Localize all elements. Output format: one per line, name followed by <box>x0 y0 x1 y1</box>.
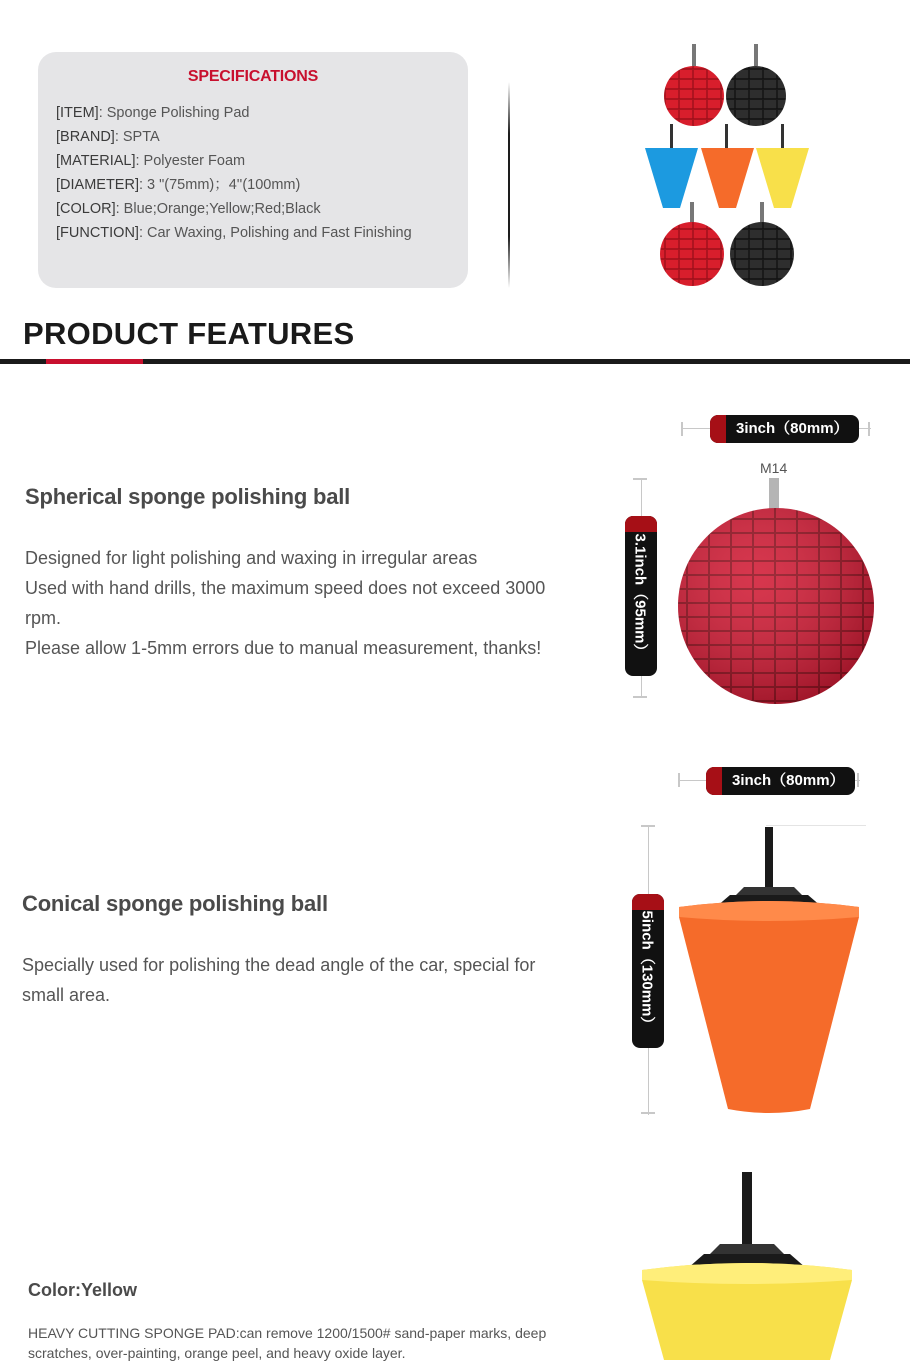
description-line: rpm. <box>25 608 61 628</box>
product-set-image <box>630 40 870 290</box>
spec-row-material <box>56 149 412 173</box>
cone-width-label <box>706 767 855 795</box>
specifications-list <box>56 101 412 245</box>
thread-size-label: M14 <box>760 460 788 476</box>
width-tick-left <box>678 773 680 787</box>
label-cap <box>632 894 664 910</box>
cone-width-text: 3inch（80mm） <box>732 772 845 789</box>
spec-key: [DIAMETER] <box>56 177 139 193</box>
specifications-card <box>38 52 468 288</box>
spec-value: : Blue;Orange;Yellow;Red;Black <box>115 201 321 217</box>
spherical-feature-description <box>25 543 545 663</box>
height-tick-bottom <box>641 1112 655 1114</box>
description-line: Please allow 1-5mm errors due to manual measurement, thanks! <box>25 638 542 658</box>
spec-row-diameter <box>56 173 412 197</box>
red-ball-top <box>664 44 724 126</box>
spec-key: [FUNCTION] <box>56 225 139 241</box>
black-ball-bottom <box>730 202 794 286</box>
description-line: Specially used for polishing the dead angle of the car, special for <box>22 955 536 975</box>
spec-key: [MATERIAL] <box>56 153 136 169</box>
spec-value: : Polyester Foam <box>135 153 246 169</box>
blue-cone <box>645 124 698 208</box>
spec-row-color <box>56 197 412 221</box>
spec-row-item <box>56 101 412 125</box>
width-tick-left <box>681 422 683 436</box>
description-line: Designed for light polishing and waxing in irregular areas <box>25 548 478 568</box>
heading-accent-bar <box>46 359 143 364</box>
spec-value: : 3 "(75mm)；4''(100mm) <box>138 177 301 193</box>
spec-value: : SPTA <box>114 129 160 145</box>
spec-key: [COLOR] <box>56 201 116 217</box>
spec-value: : Car Waxing, Polishing and Fast Finishing <box>138 225 412 241</box>
ball-height-text: 3.1inch（95mm） <box>631 533 649 659</box>
description-line: small area. <box>22 985 111 1005</box>
height-tick-top <box>633 478 647 480</box>
black-ball-top <box>726 44 786 126</box>
description-line: Used with hand drills, the maximum speed does not exceed 3000 <box>25 578 546 598</box>
height-tick-bottom <box>633 696 647 698</box>
description-line: scratches, over-painting, orange peel, and heavy oxide layer. <box>28 1345 406 1361</box>
width-tick-right <box>857 773 859 787</box>
orange-cone <box>701 124 754 208</box>
spec-row-brand <box>56 125 412 149</box>
conical-sponge-image <box>676 825 866 1117</box>
conical-feature-description <box>22 950 535 1010</box>
spec-key: [BRAND] <box>56 129 115 145</box>
yellow-cone-image <box>640 1168 860 1360</box>
cone-height-label <box>632 894 664 1048</box>
description-line: HEAVY CUTTING SPONGE PAD:can remove 1200/1500# sand-paper marks, deep <box>28 1325 547 1341</box>
conical-feature-title: Conical sponge polishing ball <box>22 891 328 916</box>
product-features-heading: PRODUCT FEATURES <box>23 316 355 351</box>
spherical-feature-title: Spherical sponge polishing ball <box>25 484 351 509</box>
spec-row-function <box>56 221 412 245</box>
red-ball-bottom <box>660 202 724 286</box>
ball-width-text: 3inch（80mm） <box>736 420 849 437</box>
yellow-feature-title: Color:Yellow <box>28 1280 138 1300</box>
label-cap <box>710 415 726 443</box>
spec-key: [ITEM] <box>56 105 99 121</box>
height-tick-top <box>641 825 655 827</box>
specifications-title: SPECIFICATIONS <box>187 68 319 85</box>
label-cap <box>706 767 722 795</box>
yellow-cone <box>756 124 809 208</box>
width-tick-right <box>868 422 870 436</box>
vertical-divider <box>508 82 510 288</box>
ball-width-label <box>710 415 859 443</box>
yellow-feature-description <box>28 1323 546 1363</box>
cone-height-text: 5inch（130mm） <box>638 910 656 1032</box>
ball-height-label <box>625 516 657 676</box>
spec-value: : Sponge Polishing Pad <box>98 105 250 121</box>
spherical-sponge-image <box>676 478 878 706</box>
label-cap <box>625 516 657 532</box>
